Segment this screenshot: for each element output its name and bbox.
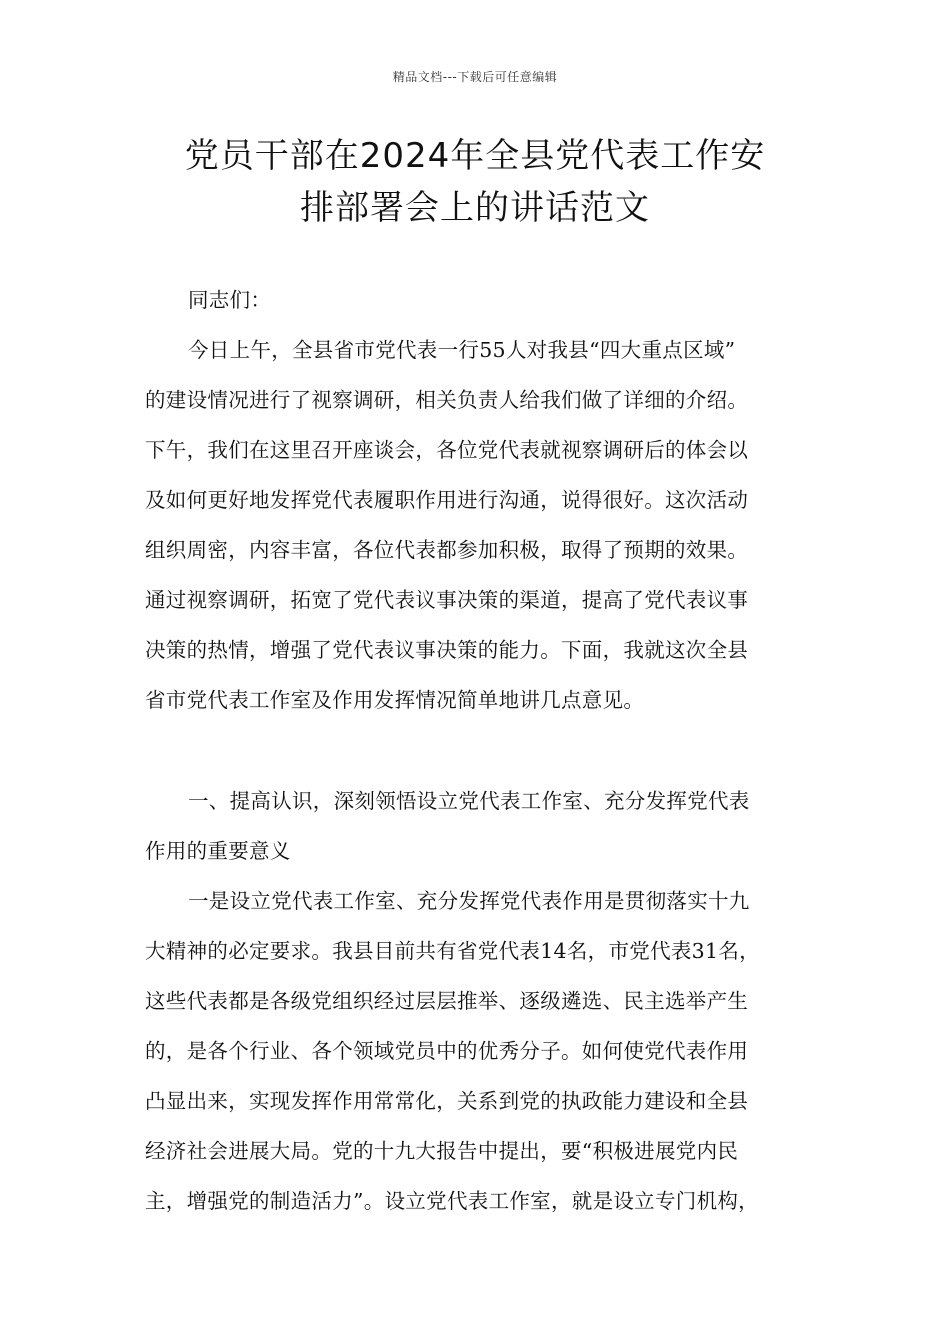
section-1 bbox=[145, 776, 810, 1226]
title-line: 党员干部在2024年全县党代表工作安 bbox=[184, 136, 766, 176]
section-heading-line: 作用的重要意义 bbox=[145, 839, 291, 863]
paragraph-1 bbox=[145, 325, 810, 725]
paragraph-line: 的建设情况进行了视察调研，相关负责人给我们做了详细的介绍。 bbox=[145, 388, 749, 412]
paragraph-line: 大精神的必定要求。我县目前共有省党代表14名，市党代表31名， bbox=[145, 939, 760, 963]
paragraph-line: 及如何更好地发挥党代表履职作用进行沟通，说得很好。这次活动 bbox=[145, 488, 749, 512]
paragraph-line: 主，增强党的制造活力”。设立党代表工作室，就是设立专门机构， bbox=[145, 1189, 759, 1213]
greeting-block bbox=[145, 275, 810, 325]
paragraph-line: 今日上午，全县省市党代表一行55人对我县“四大重点区域” bbox=[188, 338, 736, 362]
greeting: 同志们： bbox=[188, 288, 272, 312]
header-note: 精品文档---下载后可任意编辑 bbox=[392, 70, 558, 84]
section-heading-line: 一、提高认识，深刻领悟设立党代表工作室、充分发挥党代表 bbox=[188, 789, 750, 813]
paragraph-line: 省市党代表工作室及作用发挥情况简单地讲几点意见。 bbox=[145, 688, 645, 712]
paragraph-line: 下午，我们在这里召开座谈会，各位党代表就视察调研后的体会以 bbox=[145, 438, 749, 462]
paragraph-line: 这些代表都是各级党组织经过层层推举、逐级遴选、民主选举产生 bbox=[145, 989, 749, 1013]
paragraph-line: 决策的热情，增强了党代表议事决策的能力。下面，我就这次全县 bbox=[145, 638, 749, 662]
paragraph-line: 经济社会进展大局。党的十九大报告中提出，要“积极进展党内民 bbox=[145, 1139, 739, 1163]
title-line: 排部署会上的讲话范文 bbox=[300, 188, 650, 228]
document-title bbox=[110, 130, 840, 234]
paragraph-line: 组织周密，内容丰富，各位代表都参加积极，取得了预期的效果。 bbox=[145, 538, 749, 562]
paragraph-line: 通过视察调研，拓宽了党代表议事决策的渠道，提高了党代表议事 bbox=[145, 588, 749, 612]
paragraph-line: 凸显出来，实现发挥作用常常化，关系到党的执政能力建设和全县 bbox=[145, 1089, 749, 1113]
paragraph-line: 的，是各个行业、各个领域党员中的优秀分子。如何使党代表作用 bbox=[145, 1039, 749, 1063]
paragraph-line: 一是设立党代表工作室、充分发挥党代表作用是贯彻落实十九 bbox=[188, 889, 750, 913]
